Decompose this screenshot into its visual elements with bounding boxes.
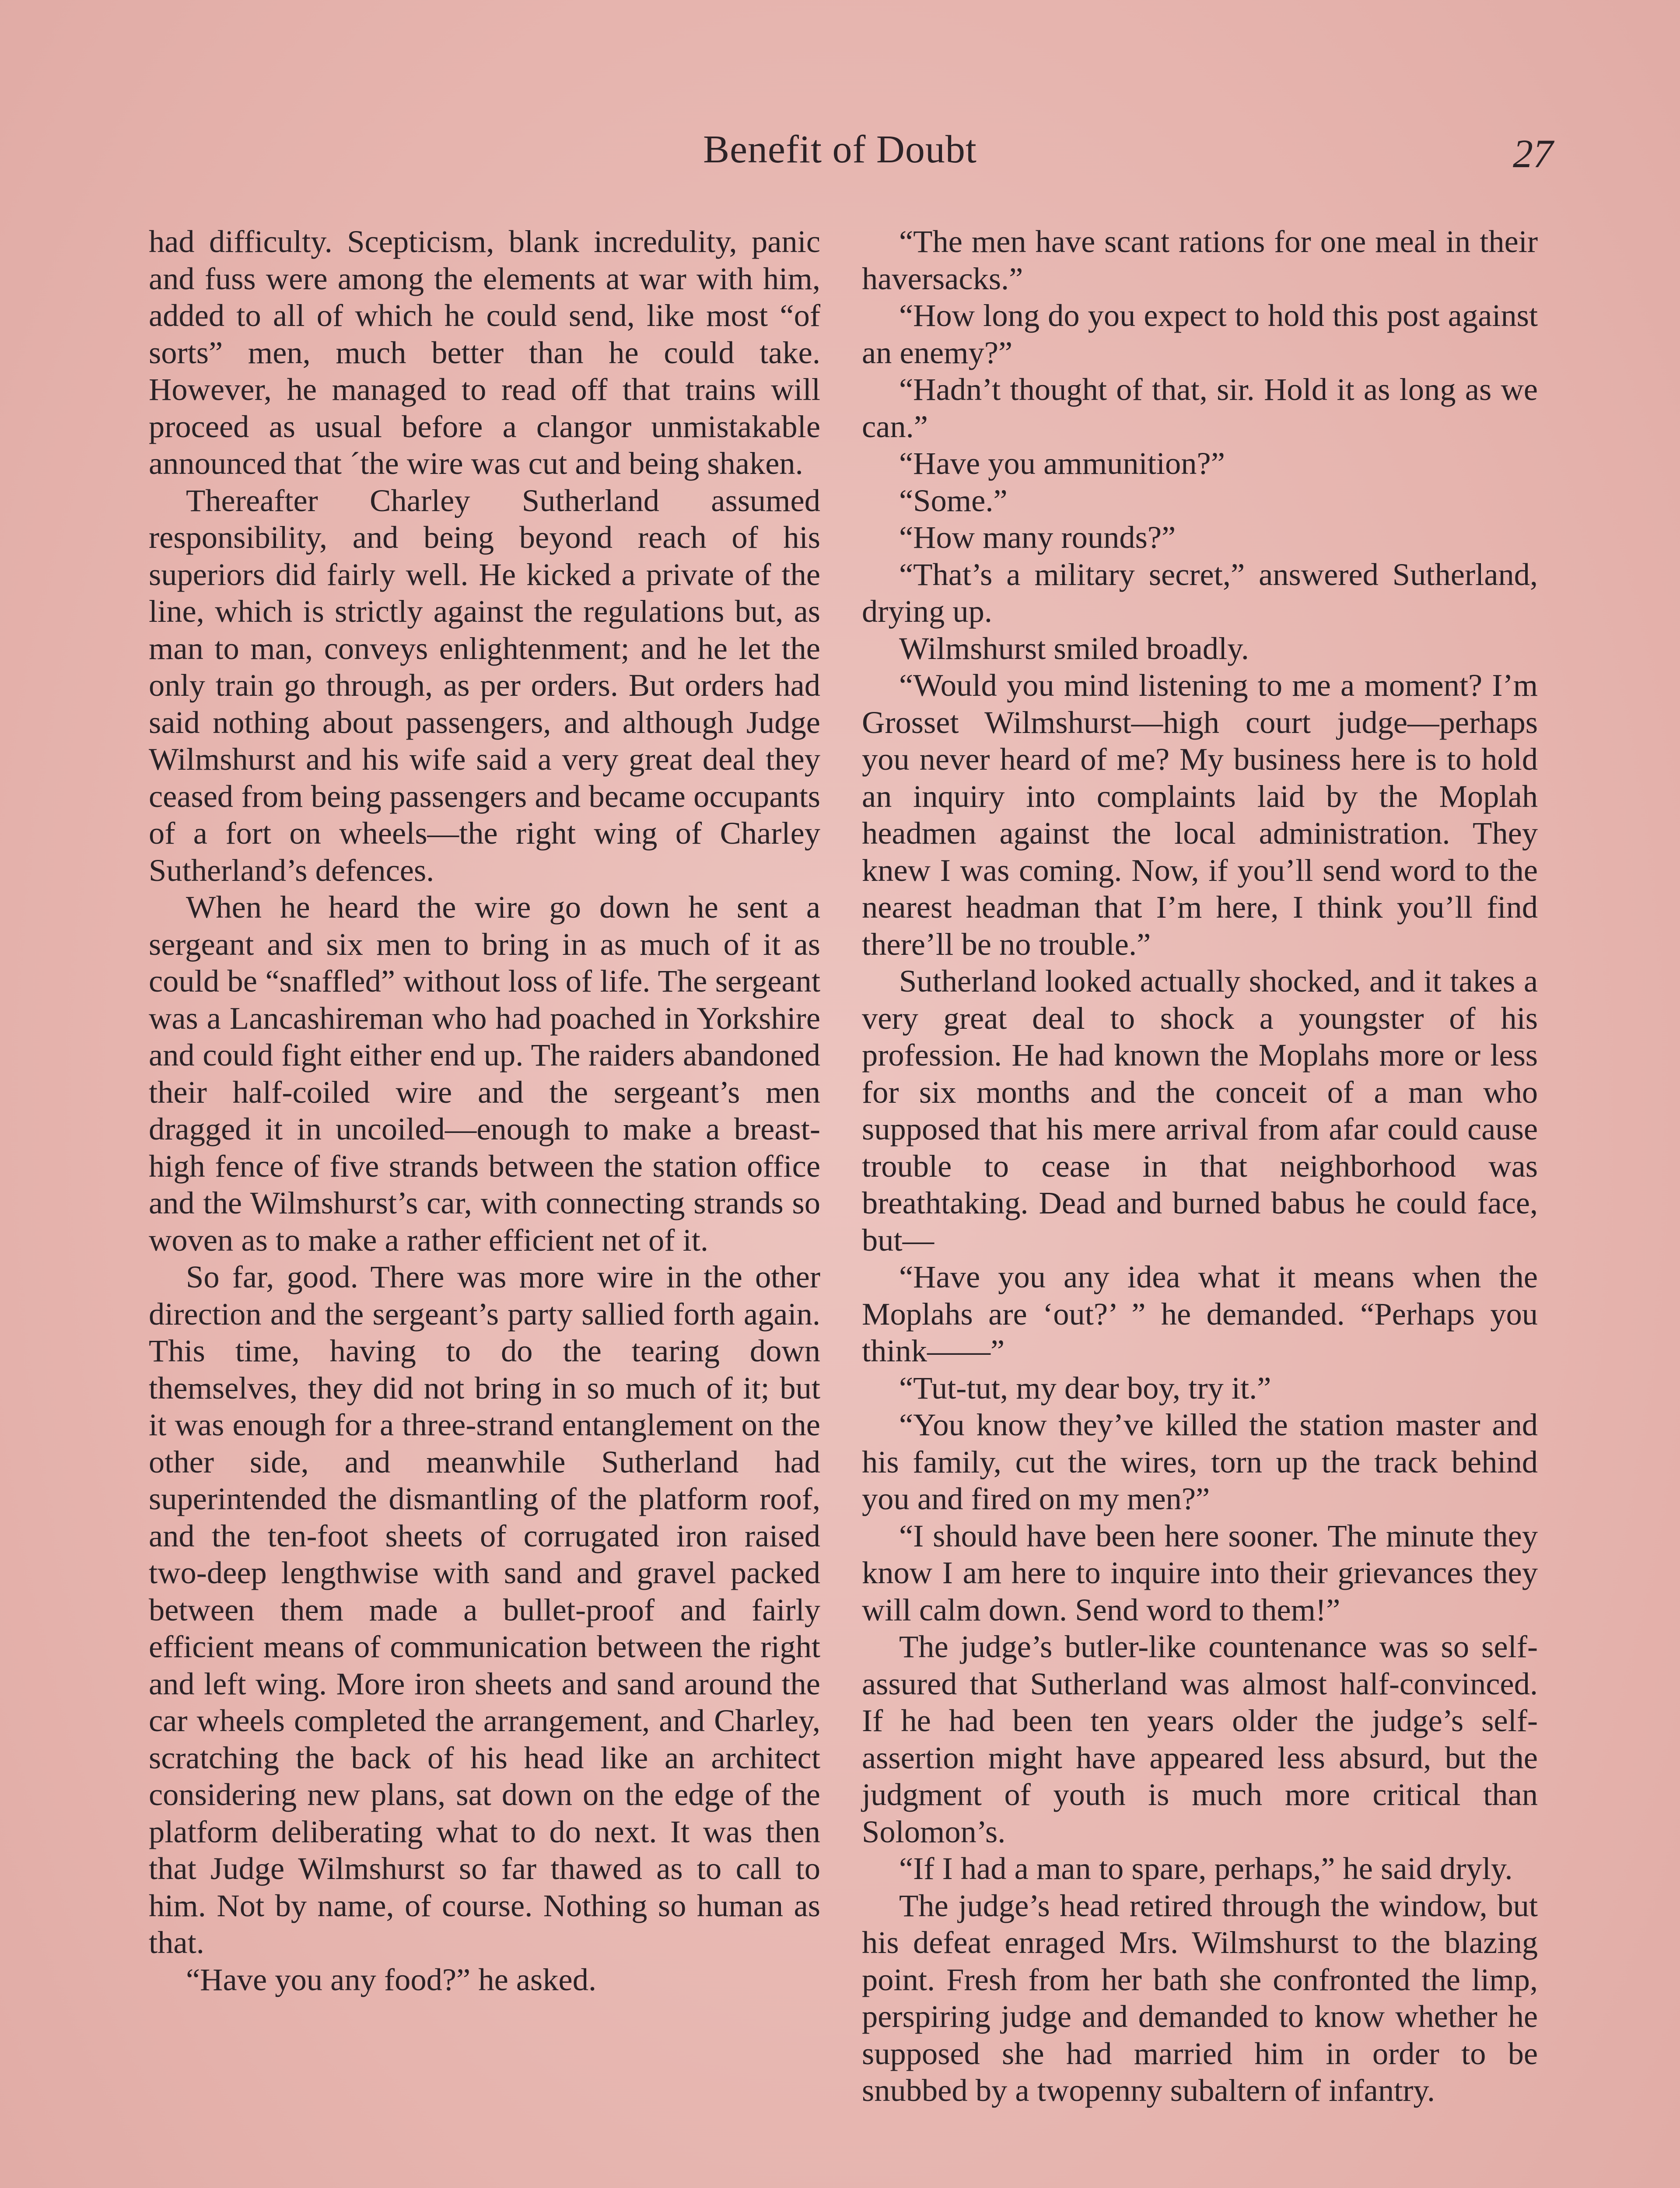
paragraph: had difficulty. Scepticism, blank incredulity, panic and fuss were among the elements at war with him, added to all of which he could send, like most “of sorts” men, much better than he could take. However, he managed to read off that trains will proceed as usual before a clangor unmistakable announced that ´the wire was cut and being shaken. bbox=[149, 224, 820, 481]
paragraph: When he heard the wire go down he sent a sergeant and six men to bring in as much of it as could be “snaffled” without loss of life. The sergeant was a Lancashireman who had poached in Yorkshire and could fight either end up. The raiders abandoned their half-coiled wire and the sergeant’s men dragged it in uncoiled—enough to make a breast-high fence of five strands between the station office and the Wilmshurst’s car, with connecting strands so woven as to make a rather efficient net of it. bbox=[149, 889, 820, 1258]
paragraph: The judge’s head retired through the window, but his defeat enraged Mrs. Wilmshurst to the blazing point. Fresh from her bath she confronted the limp, perspiring judge and demanded to know whether he supposed she had married him in order to be snubbed by a twopenny subaltern of infantry. bbox=[862, 1887, 1538, 2108]
paragraph: “Some.” bbox=[899, 482, 1008, 518]
paragraph: “Tut-tut, my dear boy, try it.” bbox=[899, 1370, 1271, 1406]
right-text-column bbox=[862, 223, 1538, 2109]
paragraph: “I should have been here sooner. The minute they know I am here to inquire into their grievances they will calm down. Send word to them!” bbox=[862, 1518, 1538, 1627]
paragraph: “Have you any idea what it means when the Moplahs are ‘out?’ ” he demanded. “Perhaps you think——” bbox=[862, 1259, 1538, 1368]
paragraph: Thereafter Charley Sutherland assumed responsibility, and being beyond reach of his superiors did fairly well. He kicked a private of the line, which is strictly against the regulations but, as man to man, conveys enlightenment; and he let the only train go through, as per orders. But orders had said nothing about passengers, and although Judge Wilmshurst and his wife said a very great deal they ceased from being passengers and became occupants of a fort on wheels—the right wing of Charley Sutherland’s defences. bbox=[149, 482, 820, 888]
left-text-column bbox=[149, 223, 820, 1998]
paragraph: So far, good. There was more wire in the other direction and the sergeant’s party sallied forth again. This time, having to do the tearing down themselves, they did not bring in so much of it; but it was enough for a three-strand entanglement on the other side, and meanwhile Sutherland had superintended the dismantling of the platform roof, and the ten-foot sheets of corrugated iron raised two-deep lengthwise with sand and gravel packed between them made a bullet-proof and fairly efficient means of communication between the right and left wing. More iron sheets and sand around the car wheels completed the arrangement, and Charley, scratching the back of his head like an architect considering new plans, sat down on the edge of the platform deliberating what to do next. It was then that Judge Wilmshurst so far thawed as to call to him. Not by name, of course. Nothing so human as that. bbox=[149, 1259, 820, 1960]
paragraph: “How many rounds?” bbox=[899, 519, 1176, 555]
paragraph: “That’s a military secret,” answered Sutherland, drying up. bbox=[862, 556, 1538, 629]
paragraph: “You know they’ve killed the station master and his family, cut the wires, torn up the track behind you and fired on my men?” bbox=[862, 1407, 1538, 1516]
paragraph: “The men have scant rations for one meal in their haversacks.” bbox=[862, 224, 1538, 296]
paragraph: “Have you ammunition?” bbox=[899, 445, 1225, 481]
running-title: Benefit of Doubt bbox=[703, 128, 977, 171]
paragraph: “Hadn’t thought of that, sir. Hold it as long as we can.” bbox=[862, 372, 1538, 444]
page-number: 27 bbox=[1513, 131, 1553, 176]
paragraph: “Have you any food?” he asked. bbox=[186, 1961, 597, 1997]
running-head bbox=[0, 127, 1680, 179]
paragraph: “Would you mind listening to me a moment? I’m Grosset Wilmshurst—high court judge—perhaps you never heard of me? My business here is to hold an inquiry into complaints laid by the Moplah headmen against the local administration. They knew I was coming. Now, if you’ll send word to the nearest headman that I’m here, I think you’ll find there’ll be no trouble.” bbox=[862, 667, 1538, 962]
paragraph: Sutherland looked actually shocked, and it takes a very great deal to shock a youngster of his profession. He had known the Moplahs more or less for six months and the conceit of a man who supposed that his mere arrival from afar could cause trouble to cease in that neighborhood was breathtaking. Dead and burned babus he could face, but— bbox=[862, 963, 1538, 1258]
paragraph: “If I had a man to spare, perhaps,” he said dryly. bbox=[899, 1851, 1513, 1886]
paragraph: “How long do you expect to hold this post against an enemy?” bbox=[862, 298, 1538, 370]
paragraph: Wilmshurst smiled broadly. bbox=[899, 630, 1249, 666]
paragraph: The judge’s butler-like countenance was so self-assured that Sutherland was almost half-convinced. If he had been ten years older the judge’s self-assertion might have appeared less absurd, but the judgment of youth is much more critical than Solomon’s. bbox=[862, 1629, 1538, 1849]
